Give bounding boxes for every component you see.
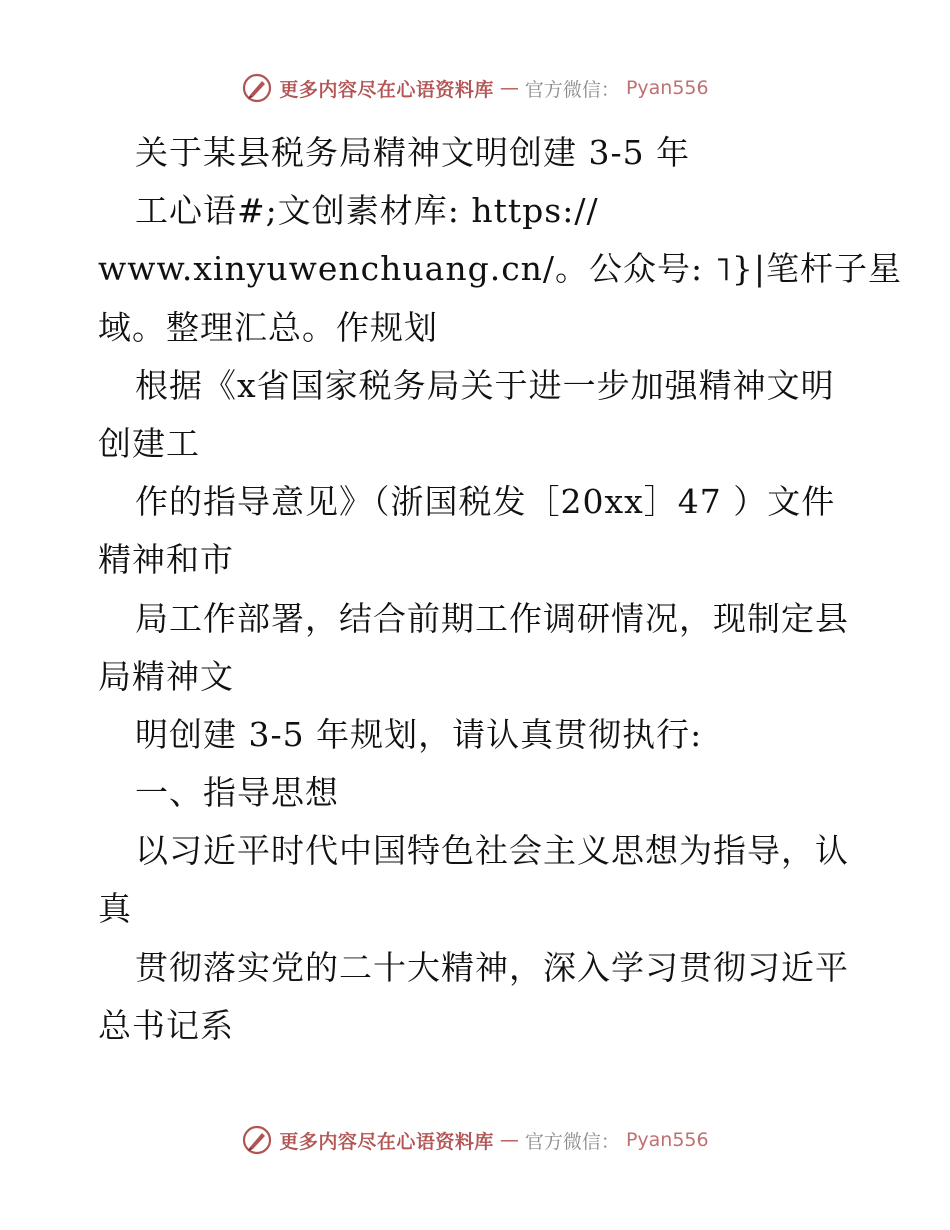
watermark-contact-id: Pyan556 xyxy=(625,1129,709,1151)
watermark-separator: — xyxy=(499,1129,519,1151)
text-line: 真 xyxy=(98,889,132,929)
text-line: 明创建 3-5 年规划，请认真贯彻执行: xyxy=(135,714,703,754)
quill-pen-logo-icon xyxy=(241,72,273,104)
text-line: 根据《x省国家税务局关于进一步加强精神文明 xyxy=(135,365,835,405)
document-title-line: 关于某县税务局精神文明创建 3-5 年 xyxy=(135,133,691,172)
text-line: 精神和市 xyxy=(98,540,234,580)
watermark-contact-id: Pyan556 xyxy=(625,77,709,99)
text-line: 域。整理汇总。作规划 xyxy=(98,307,438,347)
section-heading: 一、指导思想 xyxy=(135,773,339,813)
text-line: 总书记系 xyxy=(98,1005,234,1045)
text-line: 工心语#;文创素材库: https:// xyxy=(135,191,599,231)
text-line: 以习近平时代中国特色社会主义思想为指导，认 xyxy=(135,831,849,871)
watermark-main-text: 更多内容尽在心语资料库 xyxy=(279,78,494,101)
quill-pen-logo-icon xyxy=(241,1124,273,1156)
text-line: 作的指导意见》（浙国税发［20xx］47 ）文件 xyxy=(135,482,836,522)
document-body xyxy=(98,124,903,1055)
text-line: 创建工 xyxy=(98,423,200,463)
text-line: 局工作部署，结合前期工作调研情况，现制定县 xyxy=(135,598,849,638)
watermark-header xyxy=(0,72,950,104)
watermark-contact-label: 官方微信： xyxy=(524,1130,620,1153)
watermark-separator: — xyxy=(499,77,519,99)
text-line: www.xinyuwenchuang.cn/。公众号: ˥}|笔杆子星 xyxy=(98,249,903,289)
text-line: 局精神文 xyxy=(98,656,234,696)
watermark-contact-label: 官方微信： xyxy=(524,78,620,101)
watermark-main-text: 更多内容尽在心语资料库 xyxy=(279,1130,494,1153)
watermark-footer xyxy=(0,1124,950,1156)
text-line: 贯彻落实党的二十大精神，深入学习贯彻习近平 xyxy=(135,947,849,987)
